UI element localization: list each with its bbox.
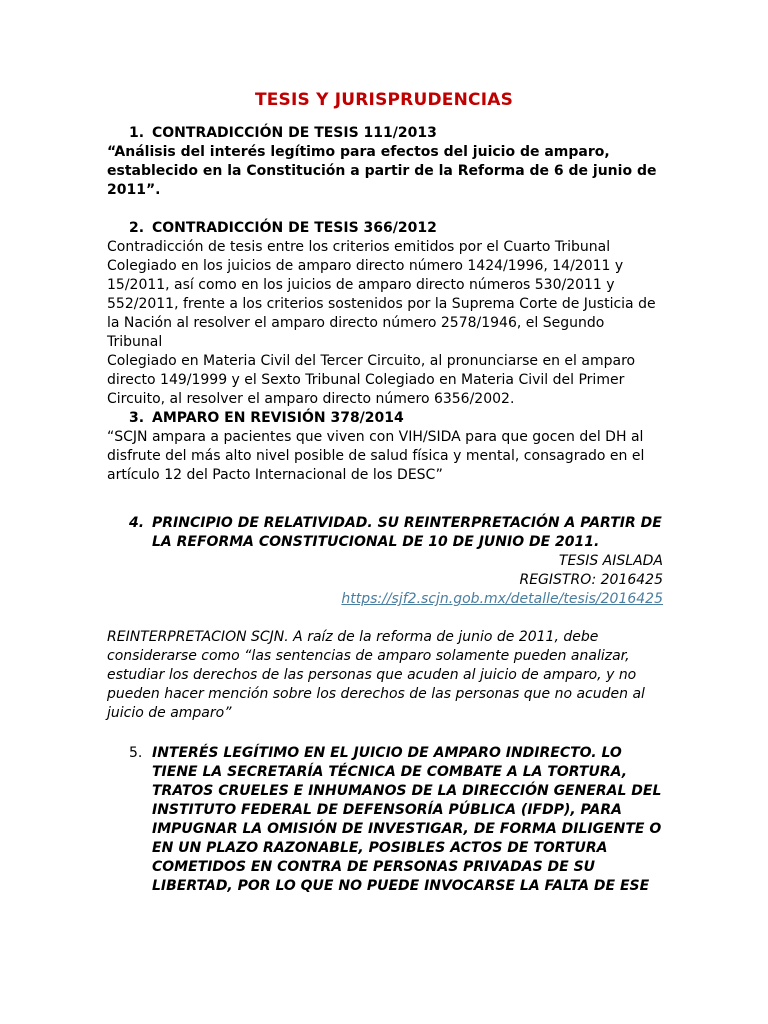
item-1-heading-text: CONTRADICCIÓN DE TESIS 111/2013 bbox=[152, 125, 437, 141]
item-1-line: “Análisis del interés legítimo para efectos del juicio de amparo, bbox=[107, 144, 610, 160]
item-5-heading-line: TIENE LA SECRETARÍA TÉCNICA DE COMBATE A LA TORTURA, bbox=[152, 764, 628, 780]
item-2-heading bbox=[107, 219, 663, 238]
item-4-line: estudiar los derechos de las personas que acuden al juicio de amparo, y no bbox=[107, 667, 637, 683]
item-2-heading-text: CONTRADICCIÓN DE TESIS 366/2012 bbox=[152, 220, 437, 236]
item-2-line: 552/2011, frente a los criterios sostenidos por la Suprema Corte de Justicia de bbox=[107, 296, 656, 312]
page-title: TESIS Y JURISPRUDENCIAS bbox=[254, 90, 514, 110]
list-item-2 bbox=[107, 219, 663, 409]
item-4-line: pueden hacer mención sobre los derechos de las personas que no acuden al bbox=[107, 686, 645, 702]
item-2-line: directo 149/1999 y el Sexto Tribunal Colegiado en Materia Civil del Primer bbox=[107, 372, 625, 388]
item-2-line: Colegiado en los juicios de amparo directo número 1424/1996, 14/2011 y bbox=[107, 258, 624, 274]
item-4-tesis-type: TESIS AISLADA bbox=[558, 553, 663, 569]
item-5-heading bbox=[107, 744, 663, 896]
list-item-5 bbox=[107, 744, 663, 896]
list-item-1 bbox=[107, 124, 663, 200]
item-3-line: disfrute del más alto nivel posible de salud física y mental, consagrado en el bbox=[107, 448, 645, 464]
item-5-number: 5. bbox=[129, 745, 143, 761]
item-5-heading-line: INTERÉS LEGÍTIMO EN EL JUICIO DE AMPARO INDIRECTO. LO bbox=[152, 745, 622, 761]
item-2-description bbox=[107, 238, 663, 409]
item-3-line: artículo 12 del Pacto Internacional de los DESC” bbox=[107, 467, 443, 483]
item-5-heading-line: COMETIDOS EN CONTRA DE PERSONAS PRIVADAS DE SU bbox=[152, 859, 596, 875]
item-3-line: “SCJN ampara a pacientes que viven con VIH/SIDA para que gocen del DH al bbox=[107, 429, 644, 445]
item-4-heading-line: LA REFORMA CONSTITUCIONAL DE 10 DE JUNIO DE 2011. bbox=[152, 534, 600, 550]
item-1-line: 2011”. bbox=[107, 182, 161, 198]
item-2-line: la Nación al resolver el amparo directo número 2578/1946, el Segundo Tribunal bbox=[107, 315, 605, 350]
item-3-quote bbox=[107, 428, 663, 485]
item-1-line: establecido en la Constitución a partir de la Reforma de 6 de junio de bbox=[107, 163, 657, 179]
item-4-line: REINTERPRETACION SCJN. A raíz de la reforma de junio de 2011, debe bbox=[107, 629, 599, 645]
item-2-line: Contradicción de tesis entre los criterios emitidos por el Cuarto Tribunal bbox=[107, 239, 611, 255]
list-item-4 bbox=[107, 514, 663, 723]
item-1-quote bbox=[107, 143, 663, 200]
item-4-line: considerarse como “las sentencias de amparo solamente pueden analizar, bbox=[107, 648, 630, 664]
item-3-heading-text: AMPARO EN REVISIÓN 378/2014 bbox=[152, 410, 404, 426]
item-2-number: 2. bbox=[129, 220, 145, 236]
item-4-registro: REGISTRO: 2016425 bbox=[519, 572, 663, 588]
item-3-heading bbox=[107, 409, 663, 428]
item-5-heading-line: INSTITUTO FEDERAL DE DEFENSORÍA PÚBLICA (IFDP), PARA bbox=[152, 802, 622, 818]
item-2-line: 15/2011, así como en los juicios de amparo directo números 530/2011 y bbox=[107, 277, 615, 293]
item-1-heading bbox=[107, 124, 663, 143]
item-4-heading-line: PRINCIPIO DE RELATIVIDAD. SU REINTERPRETACIÓN A PARTIR DE bbox=[152, 515, 662, 531]
tesis-link[interactable]: https://sjf2.scjn.gob.mx/detalle/tesis/2016425 bbox=[341, 591, 663, 607]
item-5-heading-line: TRATOS CRUELES E INHUMANOS DE LA DIRECCIÓN GENERAL DEL bbox=[152, 783, 662, 799]
item-4-heading bbox=[107, 514, 663, 552]
item-1-number: 1. bbox=[129, 125, 145, 141]
item-5-heading-line: EN UN PLAZO RAZONABLE, POSIBLES ACTOS DE TORTURA bbox=[152, 840, 608, 856]
item-4-line: juicio de amparo” bbox=[107, 705, 232, 721]
item-3-number: 3. bbox=[129, 410, 145, 426]
item-4-link-row bbox=[107, 590, 663, 609]
item-2-line: Colegiado en Materia Civil del Tercer Circuito, al pronunciarse en el amparo bbox=[107, 353, 636, 369]
item-5-heading-line: LIBERTAD, POR LO QUE NO PUEDE INVOCARSE LA FALTA DE ESE bbox=[152, 878, 650, 894]
item-4-number: 4. bbox=[129, 515, 145, 531]
item-4-description bbox=[107, 628, 663, 723]
list-item-3 bbox=[107, 409, 663, 485]
item-2-line: Circuito, al resolver el amparo directo número 6356/2002. bbox=[107, 391, 515, 407]
item-5-heading-line: IMPUGNAR LA OMISIÓN DE INVESTIGAR, DE FORMA DILIGENTE O bbox=[152, 821, 662, 837]
